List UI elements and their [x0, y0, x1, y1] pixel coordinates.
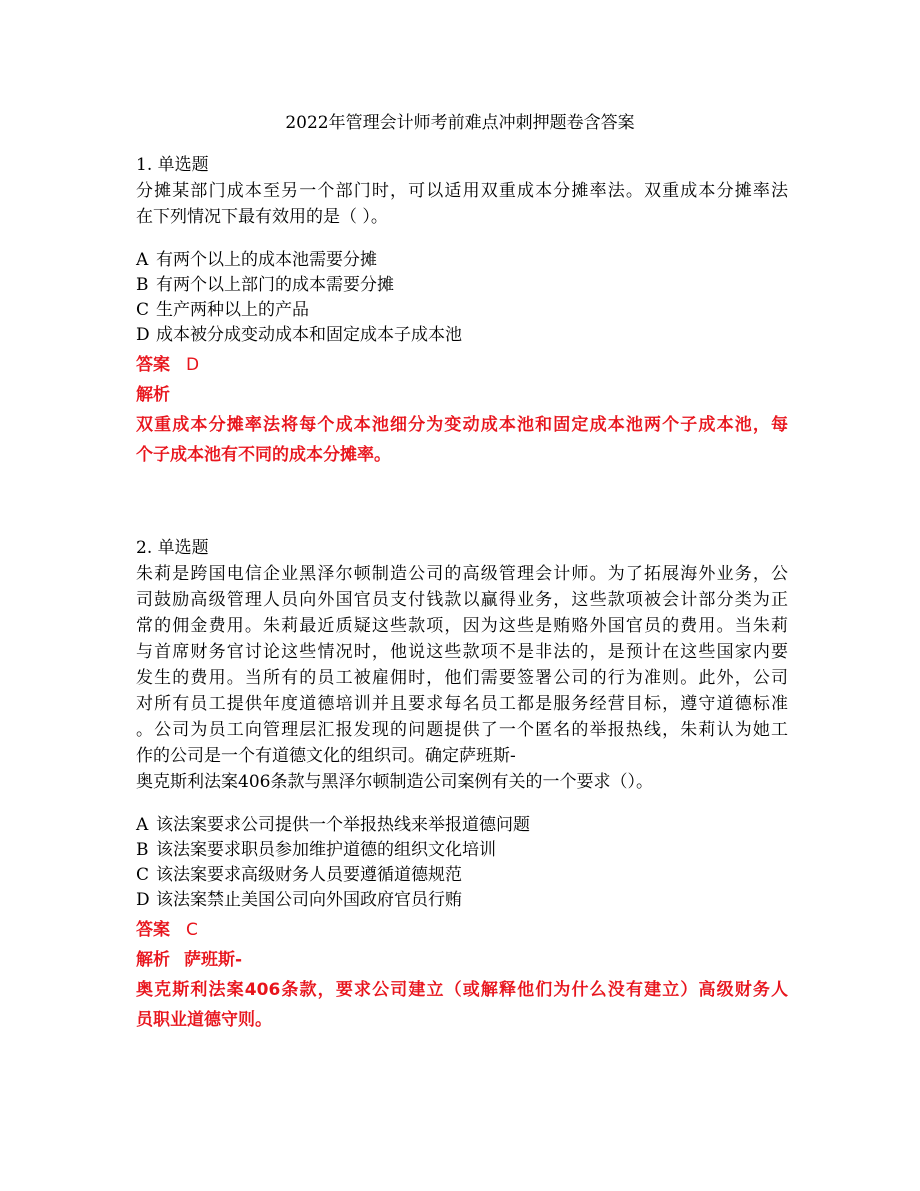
- question-1-answer: [136, 350, 788, 380]
- question-1-explanation-line: 双重成本分摊率法将每个成本池细分为变动成本池和固定成本池两个子成本池，每: [136, 415, 788, 435]
- option-letter: C: [136, 865, 150, 885]
- option-letter: B: [136, 840, 149, 860]
- question-1-explanation-label: 解析: [136, 385, 170, 405]
- answer-label: 答案: [136, 920, 170, 940]
- answer-label: 答案: [136, 355, 170, 375]
- explanation-first: 萨班斯-: [184, 950, 243, 970]
- question-2-header: 2. 单选题: [136, 538, 209, 558]
- question-2-option-a: [136, 813, 788, 838]
- option-text: 有两个以上的成本池需要分摊: [156, 250, 377, 270]
- question-2-stem-line: 对所有员工提供年度道德培训并且要求每名员工都是服务经营目标，遵守道德标准: [136, 694, 788, 714]
- question-2-stem-line: 奥克斯利法案406条款与黑泽尔顿制造公司案例有关的一个要求（）。: [136, 772, 653, 792]
- question-2-option-b: [136, 838, 788, 863]
- document-title: 2022年管理会计师考前难点冲刺押题卷含答案: [285, 113, 635, 133]
- question-1: [136, 152, 788, 470]
- question-2-stem-line: 。公司为员工向管理层汇报发现的问题提供了一个匿名的举报热线，朱莉认为她工: [136, 720, 788, 740]
- question-1-option-b: [136, 273, 788, 298]
- question-2-answer: [136, 915, 788, 945]
- question-2-stem-line: 作的公司是一个有道德文化的组织司。确定萨班斯-: [136, 746, 516, 766]
- question-2-stem-line: 朱莉是跨国电信企业黑泽尔顿制造公司的高级管理会计师。为了拓展海外业务，公: [136, 564, 788, 584]
- answer-value: D: [186, 355, 200, 375]
- question-1-option-a: [136, 248, 788, 273]
- option-letter: A: [136, 250, 149, 270]
- option-text: 生产两种以上的产品: [156, 300, 309, 320]
- question-2-stem-line: 常的佣金费用。朱莉最近质疑这些款项，因为这些是贿赂外国官员的费用。当朱莉: [136, 616, 788, 636]
- question-1-option-d: [136, 323, 788, 348]
- question-2-explanation-line: 员职业道德守则。: [136, 1010, 272, 1030]
- option-text: 该法案要求公司提供一个举报热线来举报道德问题: [156, 815, 530, 835]
- option-letter: D: [136, 890, 150, 910]
- explanation-label: 解析: [136, 950, 170, 970]
- option-text: 该法案禁止美国公司向外国政府官员行贿: [156, 890, 462, 910]
- option-text: 该法案要求职员参加维护道德的组织文化培训: [156, 840, 496, 860]
- question-2-stem-line: 发生的费用。当所有的员工被雇佣时，他们需要签署公司的行为准则。此外，公司: [136, 668, 788, 688]
- option-letter: A: [136, 815, 149, 835]
- question-1-explanation-line: 个子成本池有不同的成本分摊率。: [136, 445, 391, 465]
- question-1-header: 1. 单选题: [136, 155, 209, 175]
- question-2-stem-line: 与首席财务官讨论这些情况时，他说这些款项不是非法的，是预计在这些国家内要: [136, 642, 788, 662]
- question-2-explanation-label: [136, 945, 788, 975]
- option-text: 该法案要求高级财务人员要遵循道德规范: [156, 865, 462, 885]
- question-2-stem-line: 司鼓励高级管理人员向外国官员支付钱款以赢得业务，这些款项被会计部分类为正: [136, 590, 788, 610]
- option-letter: D: [136, 325, 150, 345]
- question-2-explanation-line: 奥克斯利法案406条款，要求公司建立（或解释他们为什么没有建立）高级财务人: [136, 980, 788, 1000]
- answer-value: C: [186, 920, 198, 940]
- question-1-option-c: [136, 298, 788, 323]
- option-text: 成本被分成变动成本和固定成本子成本池: [156, 325, 462, 345]
- question-1-stem-line: 在下列情况下最有效用的是（ ）。: [136, 207, 388, 227]
- question-2-option-c: [136, 863, 788, 888]
- option-text: 有两个以上部门的成本需要分摊: [156, 275, 394, 295]
- question-1-stem-line: 分摊某部门成本至另一个部门时，可以适用双重成本分摊率法。双重成本分摊率法: [136, 181, 788, 201]
- option-letter: B: [136, 275, 149, 295]
- question-2: [136, 535, 788, 1035]
- question-2-option-d: [136, 888, 788, 913]
- option-letter: C: [136, 300, 150, 320]
